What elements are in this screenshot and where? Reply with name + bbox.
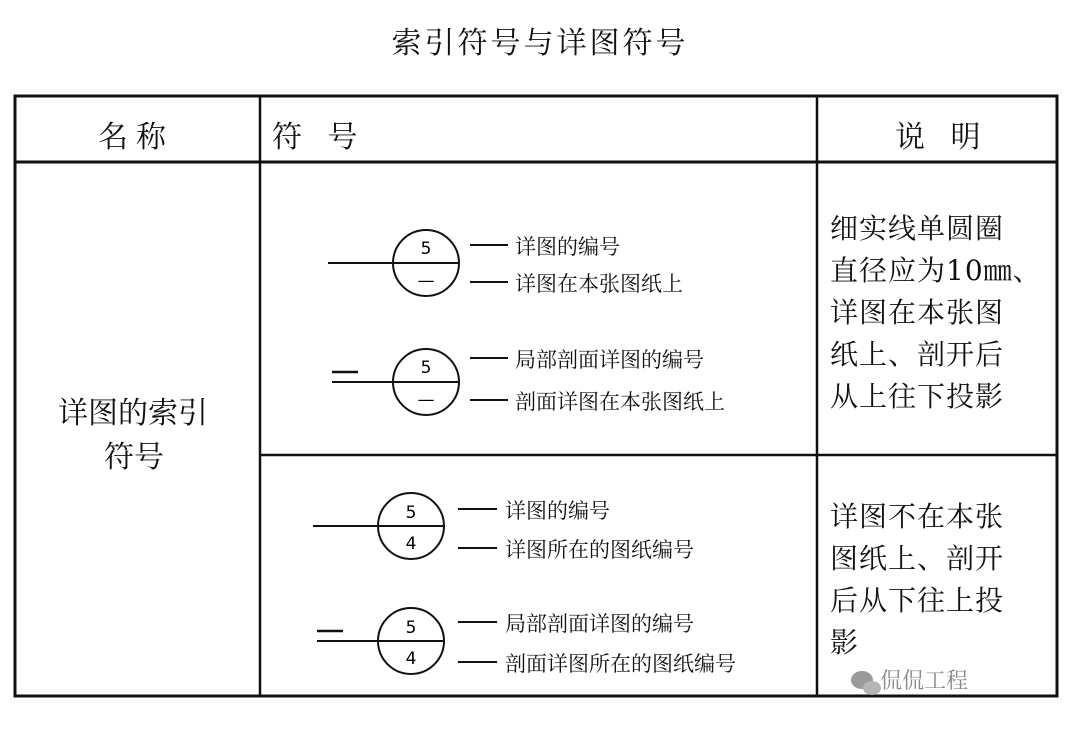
wechat-icon [851,671,881,695]
symbol-number-bottom: — [417,271,435,291]
symbol-number-top: 5 [420,239,432,259]
row-name-line: 符号 [104,440,164,475]
description-line: 详图在本张图 [830,296,1005,329]
description-line: 后从下往上投 [830,584,1005,617]
description-line: 图纸上、剖开 [830,542,1005,575]
description-line: 详图不在本张 [830,500,1005,533]
header-symbol: 符 号 [272,120,366,155]
description-2 [830,496,1004,664]
symbol-label: 剖面详图所在的图纸编号 [505,652,736,676]
description-line: 从上往下投影 [830,380,1005,413]
symbol-label: 详图在本张图纸上 [515,272,683,296]
description-line: 细实线单圆圈 [830,212,1005,245]
symbol-label: 详图所在的图纸编号 [505,538,694,562]
description-1 [830,208,1042,418]
page-title: 索引符号与详图符号 [391,26,689,61]
symbol-number-bottom: 4 [405,534,417,554]
row-name [58,392,208,480]
symbol-label: 剖面详图在本张图纸上 [515,390,725,414]
symbol-number-bottom: 4 [405,649,417,669]
symbol-label: 详图的编号 [505,499,610,523]
watermark: 侃侃工程 [880,669,969,694]
symbol-number-top: 5 [405,618,417,638]
symbol-label: 局部剖面详图的编号 [505,612,694,636]
header-note: 说 明 [895,120,989,155]
symbol-number-bottom: — [417,390,435,410]
symbol-number-top: 5 [405,503,417,523]
description-line: 影 [830,626,860,659]
symbol-label: 局部剖面详图的编号 [515,348,704,372]
symbol-label: 详图的编号 [515,235,620,259]
header-name: 名称 [98,120,174,155]
description-line: 直径应为10㎜、 [830,254,1042,287]
description-line: 纸上、剖开后 [830,338,1005,371]
symbol-number-top: 5 [420,358,432,378]
row-name-line: 详图的索引 [58,396,208,431]
